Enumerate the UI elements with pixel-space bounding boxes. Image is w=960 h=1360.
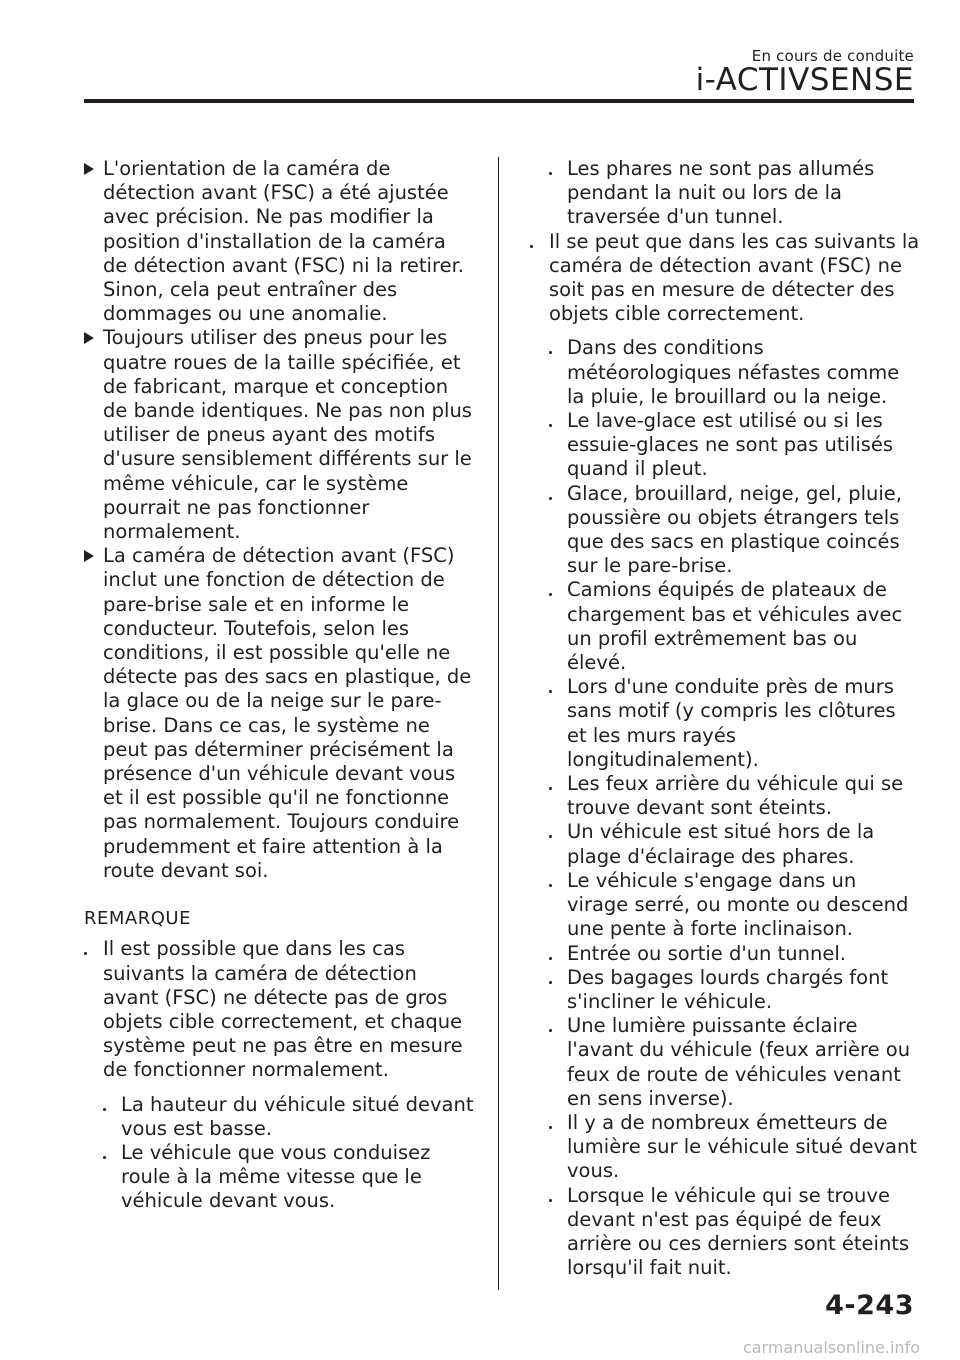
dot-bullet-icon (530, 230, 533, 254)
note-subitem-text: Camions équipés de plateaux de chargement bas et véhicules avec un profil extrêmement bas ou élevé. (567, 578, 903, 675)
note-subitem (530, 336, 920, 409)
note-heading: REMARQUE (84, 908, 191, 930)
note-bullet (84, 937, 474, 1082)
note-subitem-text: Lorsque le véhicule qui se trouve devant n'est pas équipé de feux arrière ou ces derniers sont éteints lorsqu'il fait nuit. (567, 1183, 910, 1280)
chapter-title: i-ACTIVSENSE (695, 62, 914, 98)
note-bullet-text: Il est possible que dans les cas suivants la caméra de détection avant (FSC) ne détecte pas de gros objets cible correctement, et chaque système peut ne pas être en mesure de fonctionner normalement. (103, 937, 463, 1082)
right-column (530, 157, 920, 1280)
caution-text: L'orientation de la caméra de détection avant (FSC) a été ajustée avec précision. Ne pas modifier la position d'installation de la caméra de détection avant (FSC) ni la retirer. Sinon, cela peut entraîner des dommages ou une anomalie. (103, 157, 464, 326)
note-subitem (530, 1184, 920, 1281)
dot-bullet-icon (103, 1093, 106, 1117)
caution-item (84, 326, 474, 544)
dot-bullet-icon (549, 482, 552, 506)
dot-bullet-icon (549, 942, 552, 966)
note-subitem-text: Il y a de nombreux émetteurs de lumière sur le véhicule situé devant vous. (567, 1110, 917, 1183)
note-subitem-text: Une lumière puissante éclaire l'avant du véhicule (feux arrière ou feux de route de véhicules venant en sens inverse). (567, 1014, 911, 1110)
dot-bullet-icon (103, 1141, 106, 1165)
note-subitem (530, 869, 920, 942)
section-title: En cours de conduite (751, 47, 914, 65)
note-subitem-text: Dans des conditions météorologiques néfastes comme la pluie, le brouillard ou la neige. (567, 336, 900, 408)
note-subitem-text: La hauteur du véhicule situé devant vous est basse. (121, 1092, 474, 1140)
note-subitem (84, 1093, 474, 1141)
note-subitem (84, 1141, 474, 1214)
note-subitem-text: Le véhicule que vous conduisez roule à la même vitesse que le véhicule devant vous. (121, 1140, 431, 1213)
header-rule (84, 99, 914, 103)
note-subitem (530, 157, 920, 230)
dot-bullet-icon (549, 578, 552, 602)
note-subitem-text: Des bagages lourds chargés font s'incliner le véhicule. (567, 965, 889, 1013)
column-divider (498, 157, 499, 1290)
note-subitem-text: Les feux arrière du véhicule qui se trouve devant sont éteints. (567, 772, 904, 820)
dot-bullet-icon (549, 675, 552, 699)
note-subitem (530, 578, 920, 675)
note-subitem (530, 966, 920, 1014)
dot-bullet-icon (549, 869, 552, 893)
dot-bullet-icon (549, 1111, 552, 1135)
dot-bullet-icon (84, 937, 87, 961)
caution-item (84, 157, 474, 326)
note-subitem (530, 772, 920, 820)
dot-bullet-icon (549, 820, 552, 844)
note-subitem (530, 409, 920, 482)
note-subitem-text: Le véhicule s'engage dans un virage serré, ou monte ou descend une pente à forte inclinaison. (567, 868, 909, 941)
arrow-bullet-icon (84, 157, 94, 181)
watermark: carmanualsonline.info (742, 1338, 920, 1357)
arrow-bullet-icon (84, 544, 94, 568)
note-subitem-text: Glace, brouillard, neige, gel, pluie, poussière ou objets étrangers tels que des sacs en plastique coincés sur le pare-brise. (567, 481, 903, 578)
note-subitem (530, 1111, 920, 1184)
subitem-list (530, 336, 920, 1280)
caution-text: Toujours utiliser des pneus pour les quatre roues de la taille spécifiée, et de fabricant, marque et conception de bande identiques. Ne pas non plus utiliser de pneus ayant des motifs d'usure sensiblement différents sur le même véhicule, car le système pourrait ne pas fonctionner normalement. (103, 326, 472, 544)
dot-bullet-icon (549, 1184, 552, 1208)
note-bullet (530, 230, 920, 327)
note-subitem-text: Entrée ou sortie d'un tunnel. (567, 941, 846, 965)
note-subitem (530, 942, 920, 966)
caution-item (84, 544, 474, 883)
note-subitem-text: Un véhicule est situé hors de la plage d'éclairage des phares. (567, 820, 875, 868)
note-subitem (530, 820, 920, 868)
dot-bullet-icon (549, 966, 552, 990)
note-subitem (530, 1014, 920, 1111)
arrow-bullet-icon (84, 326, 94, 350)
note-subitem (530, 675, 920, 772)
caution-text: La caméra de détection avant (FSC) inclut une fonction de détection de pare-brise sale et en informe le conducteur. Toutefois, selon les conditions, il est possible qu'elle ne détecte pas des sacs en plastique, de la glace ou de la neige sur le pare-brise. Dans ce cas, le système ne peut pas déterminer précisément la présence d'un véhicule devant vous et il est possible qu'il ne fonctionne pas normalement. Toujours conduire prudemment et faire attention à la route devant soi. (103, 544, 472, 882)
dot-bullet-icon (549, 772, 552, 796)
dot-bullet-icon (549, 1014, 552, 1038)
page-number: 4-243 (825, 1290, 914, 1321)
dot-bullet-icon (549, 409, 552, 433)
note-subitem-text: Le lave-glace est utilisé ou si les essuie-glaces ne sont pas utilisés quand il pleut. (567, 409, 894, 481)
dot-bullet-icon (549, 157, 552, 181)
dot-bullet-icon (549, 336, 552, 360)
note-subitem-text: Les phares ne sont pas allumés pendant la nuit ou lors de la traversée d'un tunnel. (567, 157, 875, 229)
note-subitem (530, 482, 920, 579)
note-subitem-text: Lors d'une conduite près de murs sans motif (y compris les clôtures et les murs rayés longitudinalement). (567, 675, 896, 771)
note-bullet-text: Il se peut que dans les cas suivants la caméra de détection avant (FSC) ne soit pas en mesure de détecter des objets cible correctement. (549, 229, 920, 326)
left-column (84, 157, 474, 1214)
